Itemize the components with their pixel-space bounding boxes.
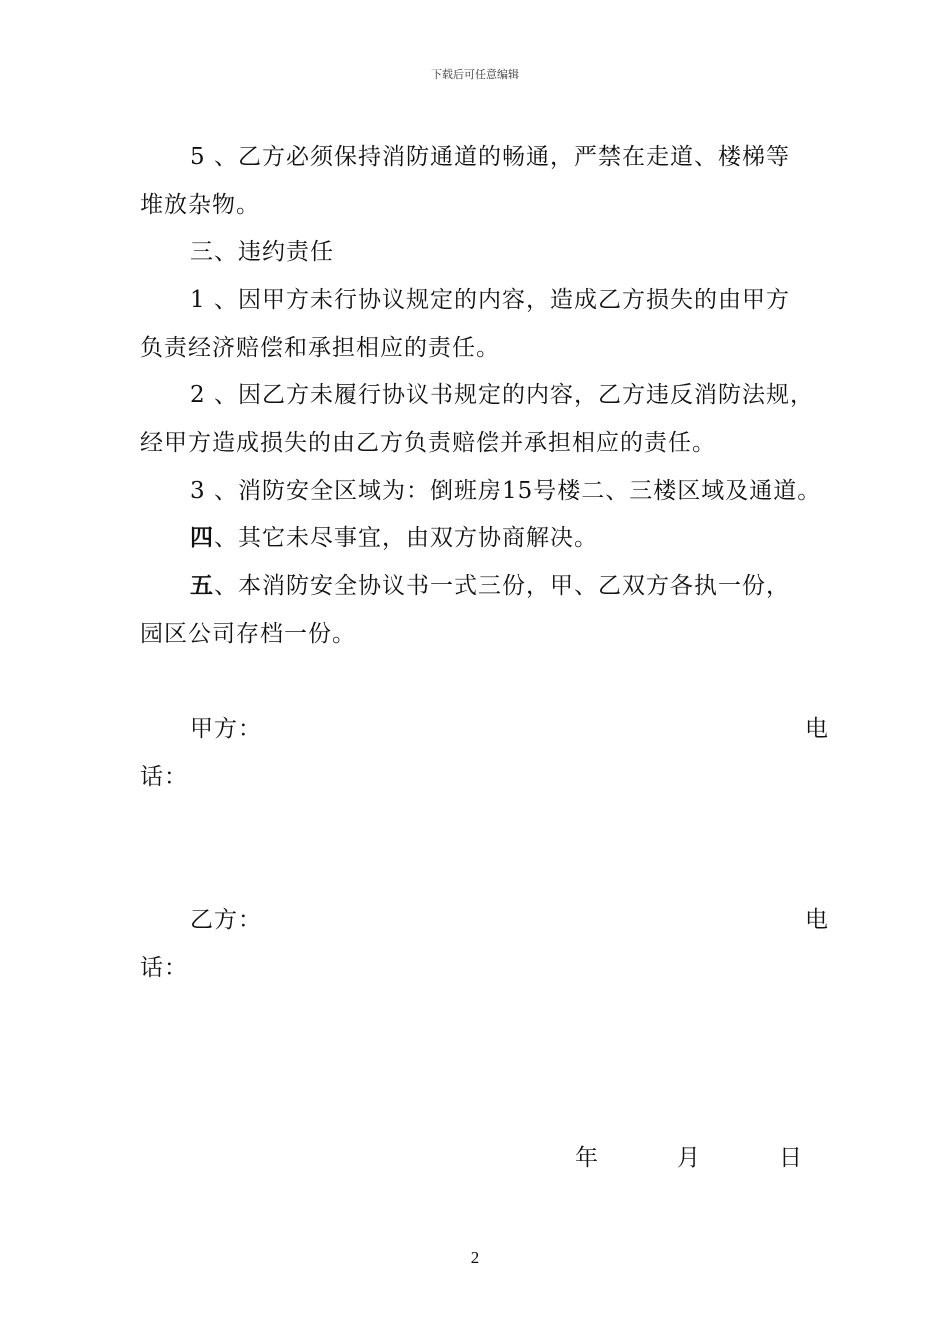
- section-4-number: 四: [190, 525, 214, 551]
- clause-3-2-line-2: 经甲方造成损失的由乙方负责赔偿并承担相应的责任。: [140, 430, 716, 456]
- page-header: 下载后可任意编辑: [431, 68, 519, 81]
- page-number: 2: [470, 1248, 480, 1267]
- section-3-title: 三、违约责任: [190, 239, 334, 265]
- party-b-label: 乙方：: [190, 907, 262, 933]
- section-5-number: 五: [190, 573, 214, 599]
- date-day: 日: [779, 1145, 802, 1171]
- section-4-text: 、其它未尽事宜，由双方协商解决。: [214, 525, 598, 551]
- clause-3-1-line-2: 负责经济赔偿和承担相应的责任。: [140, 335, 500, 361]
- clause-3-1-line-1: 1 、因甲方未行协议规定的内容，造成乙方损失的由甲方: [190, 287, 790, 313]
- section-5-paragraph: [190, 571, 790, 601]
- date-month: 月: [677, 1145, 700, 1171]
- section-4-paragraph: [190, 523, 598, 553]
- party-a-label: 甲方：: [190, 716, 262, 742]
- section-5-text: 、本消防安全协议书一式三份，甲、乙双方各执一份，: [214, 573, 790, 599]
- date-year: 年: [575, 1145, 598, 1171]
- clause-3-3-line-1: 3 、消防安全区域为：倒班房15号楼二、三楼区域及通道。: [190, 478, 822, 504]
- party-b-phone-label-part-2: 话：: [140, 955, 188, 981]
- party-b-phone-label-part-1: 电: [805, 907, 828, 933]
- party-a-phone-label-part-1: 电: [805, 716, 828, 742]
- section-5-line-2: 园区公司存档一份。: [140, 621, 356, 647]
- party-a-phone-label-part-2: 话：: [140, 764, 188, 790]
- clause-5-line-2: 堆放杂物。: [140, 192, 260, 218]
- clause-5-line-1: 5 、乙方必须保持消防通道的畅通，严禁在走道、楼梯等: [190, 144, 790, 170]
- clause-3-2-line-1: 2 、因乙方未履行协议书规定的内容，乙方违反消防法规，: [190, 382, 814, 408]
